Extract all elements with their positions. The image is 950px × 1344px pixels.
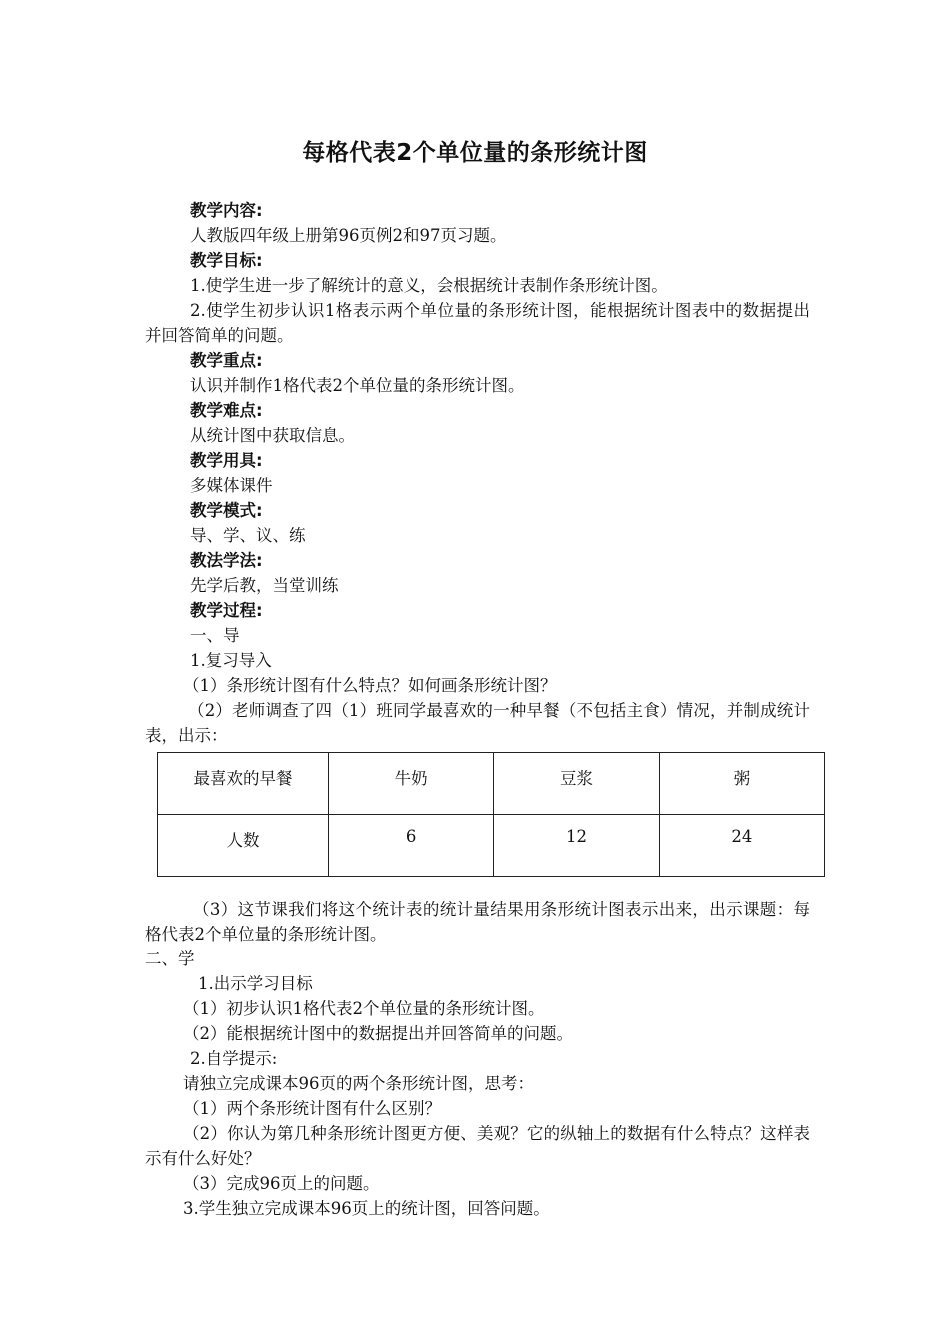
table-cell: 12 bbox=[494, 815, 659, 877]
goals-label: 教学目标: bbox=[190, 251, 263, 270]
hint-1: （1）两个条形统计图有什么区别？ bbox=[183, 1099, 441, 1118]
table-cell: 粥 bbox=[659, 753, 824, 815]
content-text: 人教版四年级上册第96页例2和97页习题。 bbox=[190, 226, 507, 245]
mode-label: 教学模式: bbox=[190, 501, 263, 520]
table-cell: 6 bbox=[329, 815, 494, 877]
hint-text: 请独立完成课本96页的两个条形统计图，思考： bbox=[183, 1074, 534, 1093]
key-label: 教学重点: bbox=[190, 351, 263, 370]
content-label: 教学内容: bbox=[190, 201, 263, 220]
goal-1: 1.使学生进一步了解统计的意义，会根据统计表制作条形统计图。 bbox=[190, 276, 668, 295]
objective-1: （1）初步认识1格代表2个单位量的条形统计图。 bbox=[183, 999, 545, 1018]
key-text: 认识并制作1格代表2个单位量的条形统计图。 bbox=[190, 376, 525, 395]
page-title: 每格代表2个单位量的条形统计图 bbox=[302, 140, 648, 166]
goal-2: 2.使学生初步认识1格表示两个单位量的条形统计图，能根据统计图表中的数据提出并回答简单的问题。 bbox=[145, 301, 810, 345]
part1-heading: 一、导 bbox=[190, 626, 240, 645]
tools-text: 多媒体课件 bbox=[190, 476, 273, 495]
review-heading: 1.复习导入 bbox=[190, 651, 272, 670]
difficulty-text: 从统计图中获取信息。 bbox=[190, 426, 355, 445]
table-row bbox=[158, 815, 825, 877]
breakfast-stat-table bbox=[157, 752, 825, 877]
question-3: （3）这节课我们将这个统计表的统计量结果用条形统计图表示出来，出示课题：每格代表2个单位量的条形统计图。 bbox=[145, 900, 810, 944]
method-text: 先学后教，当堂训练 bbox=[190, 576, 339, 595]
table-cell: 最喜欢的早餐 bbox=[158, 753, 329, 815]
question-1: （1）条形统计图有什么特点？如何画条形统计图？ bbox=[183, 676, 557, 695]
objectives-heading: 1.出示学习目标 bbox=[198, 974, 313, 993]
part2-heading: 二、学 bbox=[145, 949, 195, 968]
process-label: 教学过程: bbox=[190, 601, 263, 620]
difficulty-label: 教学难点: bbox=[190, 401, 263, 420]
hint-heading: 2.自学提示: bbox=[190, 1049, 278, 1068]
hint-3: （3）完成96页上的问题。 bbox=[183, 1174, 380, 1193]
table-cell: 豆浆 bbox=[494, 753, 659, 815]
tools-label: 教学用具: bbox=[190, 451, 263, 470]
table-header-row bbox=[158, 753, 825, 815]
table-cell: 人数 bbox=[158, 815, 329, 877]
table-cell: 牛奶 bbox=[329, 753, 494, 815]
objective-2: （2）能根据统计图中的数据提出并回答简单的问题。 bbox=[183, 1024, 573, 1043]
step-3: 3.学生独立完成课本96页上的统计图，回答问题。 bbox=[183, 1199, 550, 1218]
table-cell: 24 bbox=[659, 815, 824, 877]
mode-text: 导、学、议、练 bbox=[190, 526, 306, 545]
question-2: （2）老师调查了四（1）班同学最喜欢的一种早餐（不包括主食）情况，并制成统计表，出示： bbox=[145, 701, 810, 745]
hint-2: （2）你认为第几种条形统计图更方便、美观？它的纵轴上的数据有什么特点？这样表示有什么好处？ bbox=[145, 1124, 810, 1168]
method-label: 教法学法: bbox=[190, 551, 263, 570]
